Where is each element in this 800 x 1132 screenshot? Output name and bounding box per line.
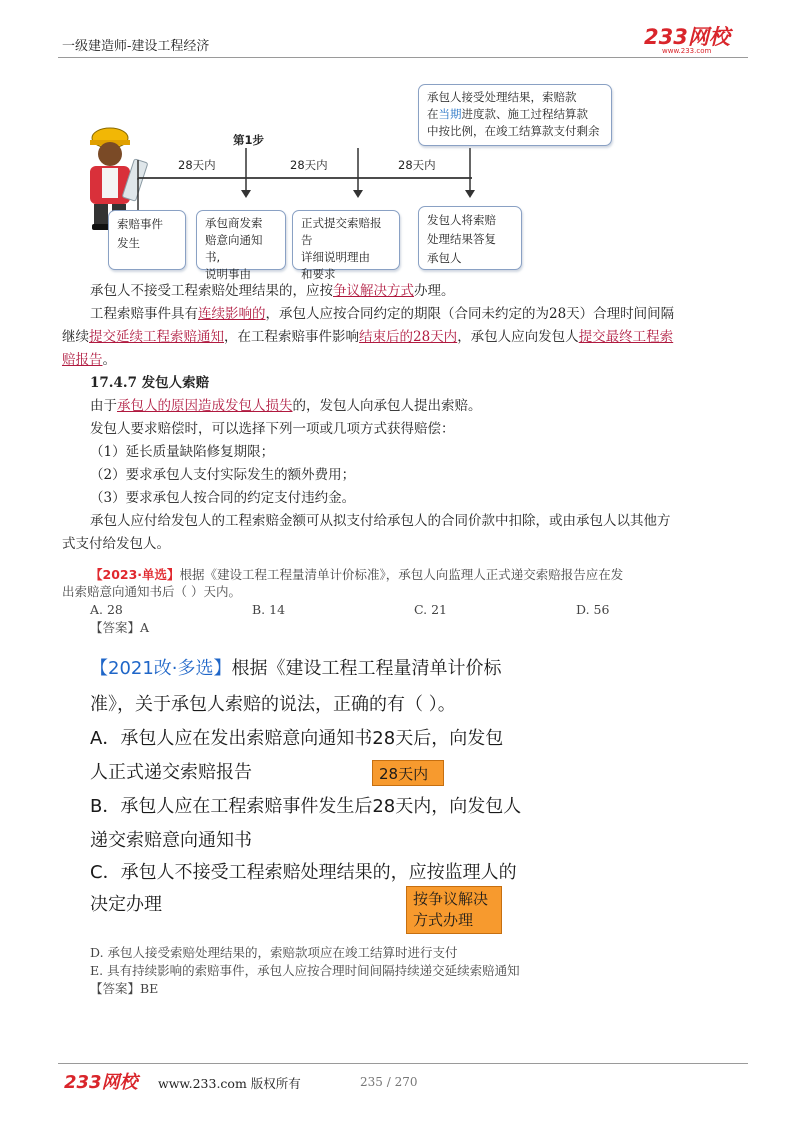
q2-option-b-l2: 递交索赔意向通知书 — [90, 830, 252, 851]
para-employer-claim: 由于承包人的原因造成发包人损失的，发包人向承包人提出索赔。 — [90, 398, 482, 414]
timeline-arrow-3 — [465, 148, 475, 198]
header-logo — [640, 22, 750, 56]
q2-answer: 【答案】BE — [90, 981, 159, 996]
step-label: 第1步 — [233, 133, 265, 147]
footer-logo — [62, 1068, 150, 1094]
q2-option-a-l1: A．承包人应在发出索赔意向通知书28天后，向发包 — [90, 728, 504, 749]
q2-stem-l2: 准》，关于承包人索赔的说法，正确的有（ ）。 — [90, 694, 456, 715]
q1-stem-l2: 出索赔意向通知书后（ ）天内。 — [62, 584, 241, 599]
callout-dispute-method: 按争议解决 方式办理 — [406, 886, 502, 934]
q2-option-e: E. 具有持续影响的索赔事件，承包人应按合理时间间隔持续递交延续索赔通知 — [90, 963, 520, 978]
list-item-1: （1）延长质量缺陷修复期限； — [90, 444, 275, 460]
header-divider — [58, 57, 748, 58]
page-number: 235 / 270 — [360, 1075, 418, 1089]
para-dispute: 承包人不接受工程索赔处理结果的，应按争议解决方式办理。 — [90, 283, 455, 299]
section-heading: 17.4.7 发包人索赔 — [90, 375, 210, 391]
header-title: 一级建造师-建设工程经济 — [62, 39, 210, 54]
para-deduction-l1: 承包人应付给发包人的工程索赔金额可从拟支付给承包人的合同价款中扣除，或由承包人以其他方 — [90, 513, 671, 529]
footer-divider — [58, 1063, 748, 1064]
header-logo-url: www.233.com — [662, 47, 712, 55]
list-item-3: （3）要求承包人按合同的约定支付违约金。 — [90, 490, 356, 506]
para-continuous-claim-line2: 继续提交延续工程索赔通知，在工程索赔事件影响结束后的28天内，承包人应向发包人提交最终工程索 — [62, 329, 674, 345]
interval-label-1: 28天内 — [178, 158, 216, 172]
timeline-arrow-1 — [241, 148, 251, 198]
q1-option-d: D. 56 — [576, 602, 610, 617]
para-continuous-claim: 工程索赔事件具有连续影响的，承包人应按合同约定的期限（合同未约定的为28天）合理时间间隔 — [90, 306, 675, 322]
interval-label-3: 28天内 — [398, 158, 436, 172]
q2-option-d: D. 承包人接受索赔处理结果的，索赔款项应在竣工结算时进行支付 — [90, 945, 458, 960]
footer-copyright: www.233.com 版权所有 — [158, 1076, 301, 1091]
para-compensation: 发包人要求赔偿时，可以选择下列一项或几项方式获得赔偿： — [90, 421, 455, 437]
q2-option-a-l2: 人正式递交索赔报告 — [90, 762, 252, 783]
header-logo-text: 233网校 — [644, 25, 730, 49]
q2-option-b-l1: B．承包人应在工程索赔事件发生后28天内，向发包人 — [90, 796, 522, 817]
box-accept-result: 承包人接受处理结果，索赔款 在当期进度款、施工过程结算款 中按比例，在竣工结算款支付剩余 — [418, 84, 612, 146]
q2-option-c-l1: C．承包人不接受工程索赔处理结果的，应按监理人的 — [90, 862, 517, 883]
box-claim-reply: 发包人将索赔 处理结果答复 承包人 — [418, 206, 522, 270]
box-claim-event: 索赔事件 发生 — [108, 210, 186, 270]
timeline-arrow-2 — [353, 148, 363, 198]
q1-option-c: C. 21 — [414, 602, 447, 617]
q1-option-b: B. 14 — [252, 602, 286, 617]
para-continuous-claim-line3: 赔报告。 — [62, 352, 116, 368]
box-claim-report: 正式提交索赔报告 详细说明理由 和要求 — [292, 210, 400, 270]
q1-stem-l1: 【2023·单选】根据《建设工程工程量清单计价标准》，承包人向监理人正式递交索赔报告应在发 — [90, 567, 624, 582]
q2-stem-l1: 【2021改·多选】根据《建设工程工程量清单计价标 — [90, 658, 502, 679]
list-item-2: （2）要求承包人支付实际发生的额外费用； — [90, 467, 356, 483]
q1-answer: 【答案】A — [90, 620, 150, 635]
box-claim-notice: 承包商发索 赔意向通知书, 说明事由 — [196, 210, 286, 270]
callout-28-days: 28天内 — [372, 760, 444, 786]
footer-logo-text: 233网校 — [64, 1072, 138, 1093]
q1-option-a: A. 28 — [90, 602, 123, 617]
q2-option-c-l2: 决定办理 — [90, 894, 162, 915]
interval-label-2: 28天内 — [290, 158, 328, 172]
para-deduction-l2: 式支付给发包人。 — [62, 536, 170, 552]
